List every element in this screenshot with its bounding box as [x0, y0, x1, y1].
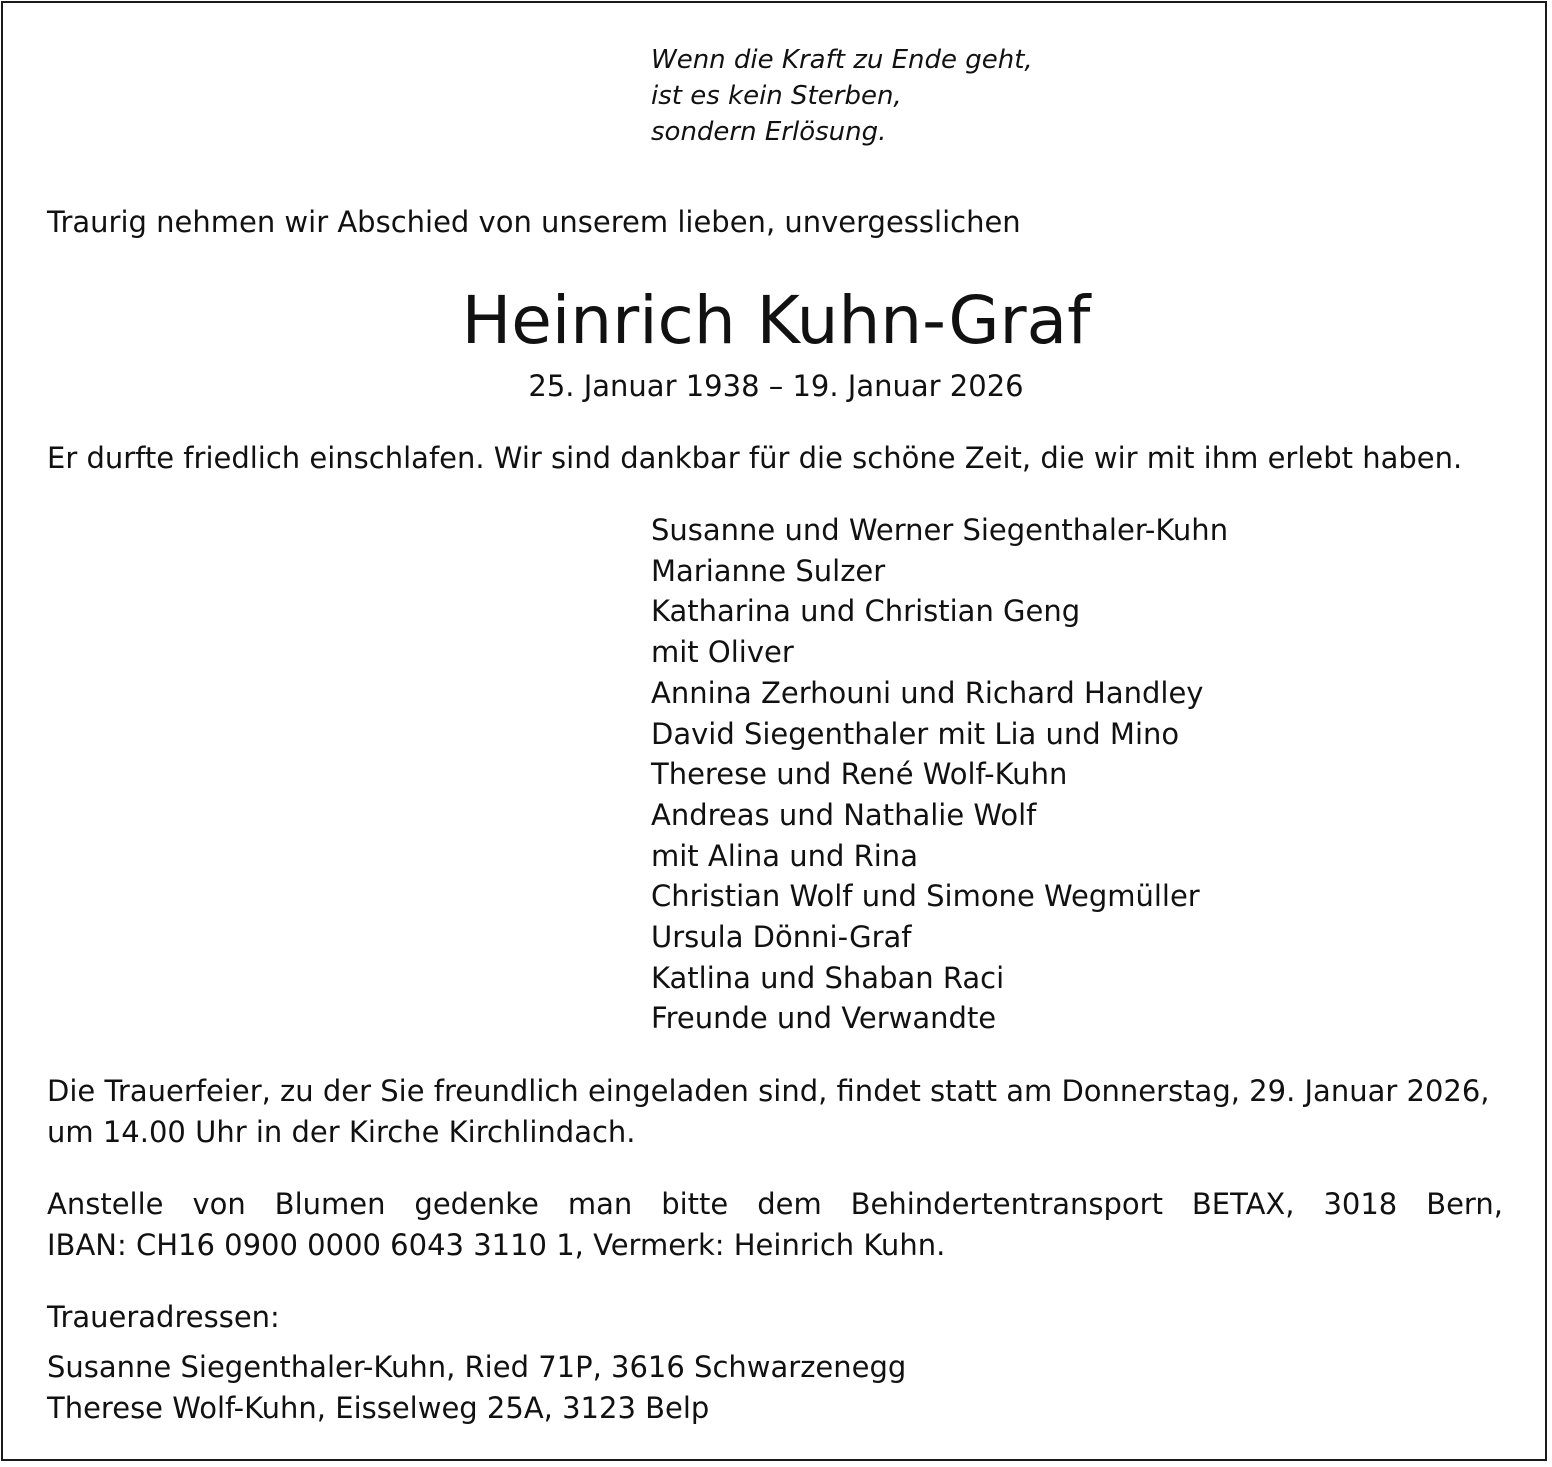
donation-word: Bern, [1426, 1187, 1503, 1221]
donation-word: Behindertentransport [850, 1187, 1163, 1221]
mourner-item: Marianne Sulzer [651, 553, 886, 588]
addresses-list [47, 1347, 906, 1429]
mourners-list [651, 510, 1228, 1039]
donation-word: dem [757, 1187, 822, 1221]
donation-word: Anstelle [47, 1187, 164, 1221]
mourner-item: Annina Zerhouni und Richard Handley [651, 675, 1204, 710]
peaceful-text: Er durfte friedlich einschlafen. Wir sind dankbar für die schöne Zeit, die wir mit ihm erlebt haben. [47, 441, 1463, 475]
mourner-item: Katharina und Christian Geng [651, 594, 1081, 629]
ceremony-line: um 14.00 Uhr in der Kirche Kirchlindach. [47, 1115, 636, 1149]
motto-line: ist es kein Sterben, [651, 81, 902, 111]
mourner-item: Christian Wolf und Simone Wegmüller [651, 879, 1200, 914]
donation-word: BETAX, [1191, 1187, 1295, 1221]
donation-word: Blumen [274, 1187, 386, 1221]
donation-word: gedenke [414, 1187, 539, 1221]
ceremony-info [47, 1071, 1505, 1153]
donation-info [47, 1184, 1505, 1266]
intro-text: Traurig nehmen wir Abschied von unserem lieben, unvergesslichen [47, 205, 1021, 239]
mourner-item: mit Alina und Rina [651, 838, 918, 873]
addresses-label: Traueradressen: [47, 1300, 280, 1334]
donation-word: von [192, 1187, 246, 1221]
motto-line: Wenn die Kraft zu Ende geht, [651, 45, 1033, 75]
donation-line: IBAN: CH16 0900 0000 6043 3110 1, Vermerk: Heinrich Kuhn. [47, 1228, 946, 1262]
mourner-item: David Siegenthaler mit Lia und Mino [651, 716, 1180, 751]
ceremony-line: Die Trauerfeier, zu der Sie freundlich eingeladen sind, findet statt am Donnerstag, 29. Januar 2026, [47, 1074, 1490, 1108]
donation-word: man [567, 1187, 633, 1221]
donation-word: 3018 [1323, 1187, 1398, 1221]
motto-line: sondern Erlösung. [651, 117, 887, 147]
mourner-item: Andreas und Nathalie Wolf [651, 797, 1037, 832]
motto-verse [651, 42, 1033, 150]
mourner-item: Therese und René Wolf-Kuhn [651, 757, 1068, 792]
mourner-item: Freunde und Verwandte [651, 1001, 997, 1036]
mourner-item: Katlina und Shaban Raci [651, 960, 1005, 995]
deceased-name: Heinrich Kuhn-Graf [461, 282, 1091, 359]
donation-line-justified [47, 1184, 1503, 1225]
life-dates: 25. Januar 1938 – 19. Januar 2026 [528, 369, 1024, 403]
mourner-item: Susanne und Werner Siegenthaler-Kuhn [651, 513, 1229, 547]
address-line: Therese Wolf-Kuhn, Eisselweg 25A, 3123 Belp [47, 1391, 710, 1425]
mourner-item: mit Oliver [651, 635, 794, 670]
mourner-item: Ursula Dönni-Graf [651, 920, 912, 955]
address-line: Susanne Siegenthaler-Kuhn, Ried 71P, 3616 Schwarzenegg [47, 1350, 907, 1384]
donation-word: bitte [661, 1187, 729, 1221]
